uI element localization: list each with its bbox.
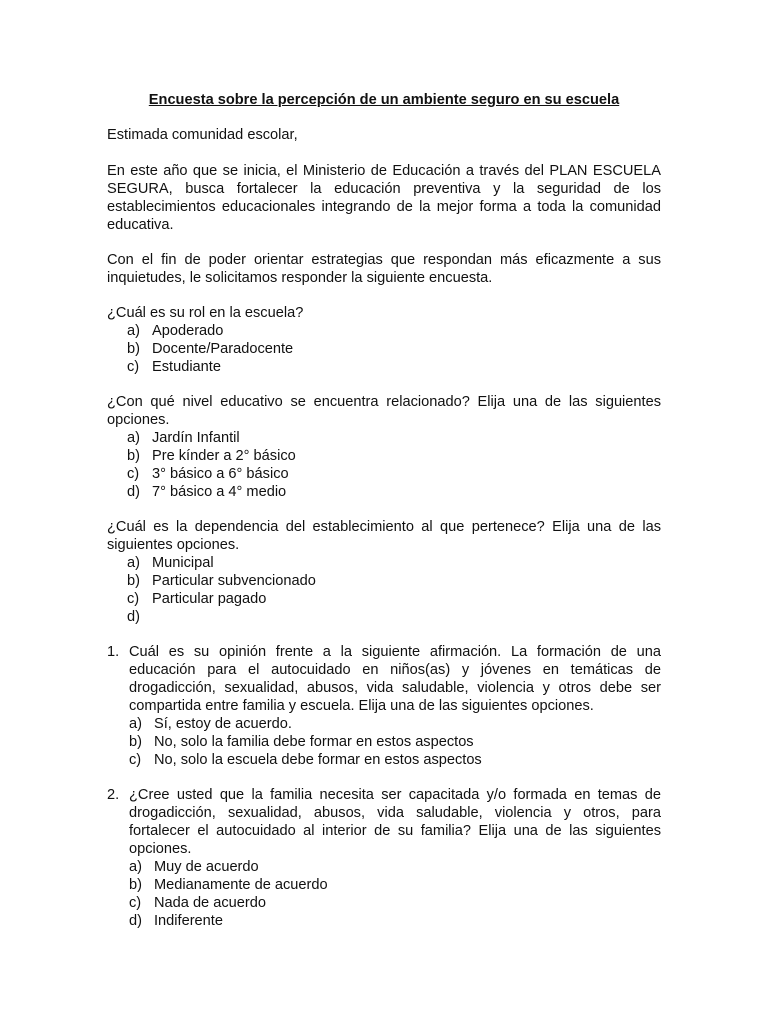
question-text: ¿Con qué nivel educativo se encuentra relacionado? Elija una de las siguientes opciones. <box>107 394 661 428</box>
option-letter: a) <box>127 323 140 339</box>
option-item[interactable] <box>129 715 661 733</box>
option-letter: c) <box>129 895 142 911</box>
option-item[interactable] <box>129 912 661 930</box>
option-item[interactable] <box>107 429 661 447</box>
option-label: No, solo la familia debe formar en estos aspectos <box>154 734 474 750</box>
intro-paragraph-2: Con el fin de poder orientar estrategias que respondan más eficazmente a sus inquietudes, le solicitamos responder la siguiente encuesta. <box>107 252 661 286</box>
option-letter: c) <box>127 359 140 375</box>
option-label: Estudiante <box>152 359 221 375</box>
option-item[interactable] <box>129 858 661 876</box>
option-item[interactable] <box>129 733 661 751</box>
option-item[interactable] <box>107 322 661 340</box>
option-item[interactable] <box>129 751 661 769</box>
option-letter: a) <box>127 555 140 571</box>
options-list <box>129 858 661 930</box>
option-label: Nada de acuerdo <box>154 895 266 911</box>
option-letter: d) <box>129 913 142 929</box>
question-text: Cuál es su opinión frente a la siguiente afirmación. La formación de una educación para el autocuidado en niños(as) y jóvenes en temáticas de drogadicción, sexualidad, abusos, vida saludable, violencia y otros debe ser compartida entre familia y escuela. Elija una de las siguientes opciones. <box>129 644 661 714</box>
option-label: Apoderado <box>152 323 224 339</box>
question-education-level <box>107 393 661 501</box>
option-letter: c) <box>129 752 142 768</box>
question-text: ¿Cuál es la dependencia del establecimiento al que pertenece? Elija una de las siguientes opciones. <box>107 519 661 553</box>
option-item[interactable] <box>107 340 661 358</box>
option-letter: d) <box>127 609 140 625</box>
option-item[interactable] <box>107 572 661 590</box>
option-label: Muy de acuerdo <box>154 859 259 875</box>
options-list <box>107 554 661 626</box>
option-item[interactable] <box>107 358 661 376</box>
question-number: 1. <box>107 644 120 660</box>
option-label: No, solo la escuela debe formar en estos aspectos <box>154 752 482 768</box>
numbered-question-2 <box>107 786 661 930</box>
options-list <box>129 715 661 769</box>
option-label: Jardín Infantil <box>152 430 240 446</box>
option-label: Docente/Paradocente <box>152 341 294 357</box>
question-text: ¿Cuál es su rol en la escuela? <box>107 305 304 321</box>
option-letter: a) <box>129 859 142 875</box>
option-item[interactable] <box>107 554 661 572</box>
option-item[interactable] <box>107 608 661 626</box>
question-number: 2. <box>107 787 120 803</box>
option-label: 3° básico a 6° básico <box>152 466 289 482</box>
question-dependency <box>107 518 661 626</box>
option-letter: c) <box>127 591 140 607</box>
option-item[interactable] <box>129 876 661 894</box>
option-label: Pre kínder a 2° básico <box>152 448 296 464</box>
option-item[interactable] <box>107 465 661 483</box>
option-label: Indiferente <box>154 913 223 929</box>
option-label: 7° básico a 4° medio <box>152 484 287 500</box>
option-label: Medianamente de acuerdo <box>154 877 328 893</box>
option-label: Particular subvencionado <box>152 573 316 589</box>
option-item[interactable] <box>107 590 661 608</box>
option-label: Municipal <box>152 555 214 571</box>
option-letter: b) <box>127 341 140 357</box>
options-list <box>107 429 661 501</box>
option-letter: a) <box>127 430 140 446</box>
option-letter: b) <box>129 734 142 750</box>
intro-paragraph-1: En este año que se inicia, el Ministerio de Educación a través del PLAN ESCUELA SEGURA, busca fortalecer la educación preventiva y la seguridad de los establecimientos educacionales integrando de la mejor forma a toda la comunidad educativa. <box>107 163 661 233</box>
option-letter: d) <box>127 484 140 500</box>
option-letter: b) <box>127 448 140 464</box>
question-role <box>107 304 661 376</box>
option-item[interactable] <box>107 447 661 465</box>
option-letter: c) <box>127 466 140 482</box>
survey-title: Encuesta sobre la percepción de un ambiente seguro en su escuela <box>148 92 620 108</box>
question-text: ¿Cree usted que la familia necesita ser capacitada y/o formada en temas de drogadicción, sexualidad, abusos, vida saludable, violencia y otros, para fortalecer el autocuidado al interior de su familia? Elija una de las siguientes opciones. <box>129 787 661 857</box>
option-item[interactable] <box>129 894 661 912</box>
option-label: Sí, estoy de acuerdo. <box>154 716 292 732</box>
option-item[interactable] <box>107 483 661 501</box>
option-letter: a) <box>129 716 142 732</box>
greeting: Estimada comunidad escolar, <box>107 127 298 143</box>
option-letter: b) <box>129 877 142 893</box>
options-list <box>107 322 661 376</box>
option-letter: b) <box>127 573 140 589</box>
numbered-question-1 <box>107 643 661 769</box>
option-label: Particular pagado <box>152 591 267 607</box>
